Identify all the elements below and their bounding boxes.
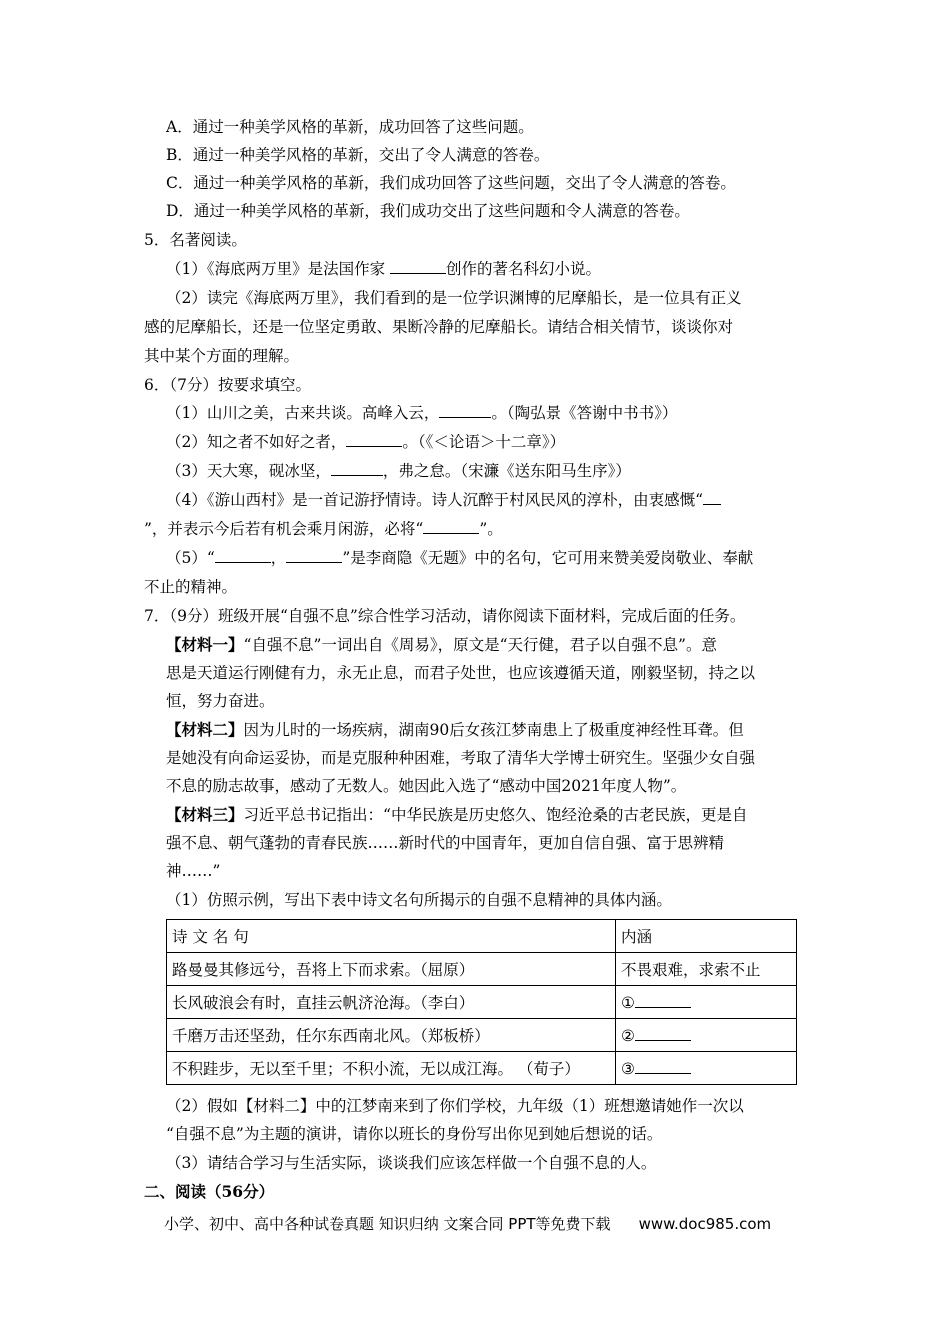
q6-item5-cont: 不止的精神。: [144, 578, 238, 596]
q6-item2: [166, 432, 565, 452]
material-1-line: 恒，努力奋进。: [166, 692, 275, 710]
q6-item4-text-cont: ”，并表示今后若有机会乘月闲游，必将“: [144, 520, 424, 538]
answer-number: ①: [621, 993, 635, 1012]
q4-option-a: A．通过一种美学风格的革新，成功回答了这些问题。: [166, 118, 534, 136]
material-1-label: 【材料一】: [166, 635, 244, 654]
material-2-line: 是她没有向命运妥协，而是克服种种困难，考取了清华大学博士研究生。坚强少女自强: [166, 749, 756, 767]
meaning-cell: [616, 986, 797, 1019]
poem-cell: 长风破浪会有时，直挂云帆济沧海。（李白）: [167, 986, 616, 1019]
answer-blank[interactable]: [703, 490, 721, 505]
q6-item5: [166, 548, 753, 568]
poem-cell: 路曼曼其修远兮，吾将上下而求索。（屈原）: [167, 953, 616, 986]
q4-option-d: D．通过一种美学风格的革新，我们成功交出了这些问题和令人满意的答卷。: [166, 202, 690, 220]
answer-number: ②: [621, 1026, 635, 1045]
q6-item5-text: （5）“: [166, 549, 215, 567]
footer-text: 小学、初中、高中各种试卷真题 知识归纳 文案合同 PPT等免费下载: [164, 1215, 611, 1233]
q5-part1: [166, 259, 601, 279]
material-1-line: 思是天道运行刚健有力，永无止息，而君子处世，也应该遵循天道，刚毅坚韧，持之以: [166, 664, 756, 682]
q6-item2-text-end: 。（《＜论语＞十二章》）: [402, 433, 566, 451]
material-3-line: 神……”: [166, 862, 221, 880]
material-2-label: 【材料二】: [166, 720, 244, 739]
answer-blank[interactable]: [423, 519, 479, 534]
q5-part1-text-end: 创作的著名科幻小说。: [446, 260, 602, 278]
q6-item2-text: （2）知之者不如好之者，: [166, 433, 347, 451]
footer-site-link[interactable]: www.doc985.com: [638, 1215, 772, 1233]
q7-task3: （3）请结合学习与生活实际，谈谈我们应该怎样做一个自强不息的人。: [166, 1154, 657, 1172]
q6-item1-text: （1）山川之美，古来共谈。高峰入云，: [166, 404, 440, 422]
answer-blank[interactable]: [331, 461, 383, 476]
q5-part2-line: （2）读完《海底两万里》，我们看到的是一位学识渊博的尼摩船长，是一位具有正义: [166, 289, 742, 307]
material-2-text: 因为儿时的一场疾病，湖南90后女孩江梦南患上了极重度神经性耳聋。但: [243, 721, 744, 739]
material-2: [166, 720, 744, 740]
q6-item1: [166, 403, 677, 423]
q6-item1-text-end: 。（陶弘景《答谢中书书》）: [491, 404, 678, 422]
q6-item4-text-end: ”。: [479, 520, 503, 538]
table-row: [167, 986, 797, 1019]
q5-part2-line: 感的尼摩船长，还是一位坚定勇敢、果断冷静的尼摩船长。请结合相关情节，谈谈你对: [144, 318, 734, 336]
q6-item3: [166, 461, 631, 481]
q7-task1: （1）仿照示例，写出下表中诗文名句所揭示的自强不息精神的具体内涵。: [166, 891, 672, 909]
q7-task2-line: （2）假如【材料二】中的江梦南来到了你们学校，九年级（1）班想邀请她作一次以: [166, 1097, 744, 1115]
q6-item4-cont: [144, 519, 503, 539]
material-1: [166, 635, 717, 655]
poem-table: [166, 919, 797, 1085]
answer-blank[interactable]: [286, 548, 342, 563]
answer-blank[interactable]: [215, 548, 271, 563]
material-2-line: 不息的励志故事，感动了无数人。她因此入选了“感动中国2021年度人物”。: [166, 777, 687, 795]
answer-blank[interactable]: [346, 432, 402, 447]
q6-title: 6．（7分）按要求填空。: [144, 376, 311, 394]
answer-blank[interactable]: [635, 993, 691, 1008]
meaning-cell: 不畏艰难，求索不止: [616, 953, 797, 986]
meaning-cell: [616, 1019, 797, 1052]
q7-task2-line: “自强不息”为主题的演讲，请你以班长的身份写出你见到她后想说的话。: [166, 1125, 663, 1143]
section-2-heading: 二、阅读（56分）: [144, 1182, 275, 1201]
poem-cell: 不积跬步，无以至千里；不积小流，无以成江海。 （荀子）: [167, 1052, 616, 1085]
material-3-label: 【材料三】: [166, 805, 244, 824]
q6-item5-comma: ，: [270, 549, 287, 567]
q7-title: 7．（9分）班级开展“自强不息”综合性学习活动，请你阅读下面材料，完成后面的任务。: [144, 607, 746, 625]
q5-part1-text: （1）《海底两万里》是法国作家: [166, 260, 391, 278]
answer-blank[interactable]: [439, 403, 491, 418]
poem-cell: 千磨万击还坚劲，任尔东西南北风。（郑板桥）: [167, 1019, 616, 1052]
q5-part2-line: 其中某个方面的理解。: [144, 347, 300, 365]
q6-item4-text: （4）《游山西村》是一首记游抒情诗。诗人沉醉于村风民风的淳朴，由衷感慨“: [166, 491, 704, 509]
q4-option-b: B．通过一种美学风格的革新，交出了令人满意的答卷。: [166, 146, 550, 164]
q6-item3-text-end: ，弗之怠。（宋濂《送东阳马生序》）: [382, 462, 631, 480]
answer-number: ③: [621, 1059, 635, 1078]
material-1-text: “自强不息”一词出自《周易》，原文是“天行健，君子以自强不息”。意: [243, 636, 717, 654]
q5-title: 5．名著阅读。: [144, 231, 247, 249]
table-row: [167, 1052, 797, 1085]
q4-option-c: C．通过一种美学风格的革新，我们成功回答了这些问题，交出了令人满意的答卷。: [166, 174, 736, 192]
footer: [164, 1213, 771, 1234]
q6-item5-text-end: ”是李商隐《无题》中的名句，它可用来赞美爱岗敬业、奉献: [342, 549, 754, 567]
material-3-text: 习近平总书记指出：“中华民族是历史悠久、饱经沧桑的古老民族，更是自: [243, 806, 748, 824]
material-3-line: 强不息、朝气蓬勃的青春民族……新时代的中国青年，更加自信自强、富于思辨精: [166, 834, 725, 852]
material-3: [166, 805, 747, 825]
meaning-cell: [616, 1052, 797, 1085]
answer-blank[interactable]: [635, 1026, 691, 1041]
table-header-cell: 诗 文 名 句: [167, 920, 616, 953]
table-header-cell: 内涵: [616, 920, 797, 953]
table-row: [167, 1019, 797, 1052]
answer-blank[interactable]: [390, 259, 446, 274]
q6-item3-text: （3）天大寒，砚冰坚，: [166, 462, 331, 480]
q6-item4: [166, 490, 721, 510]
table-header-row: [167, 920, 797, 953]
answer-blank[interactable]: [635, 1059, 691, 1074]
table-row: [167, 953, 797, 986]
